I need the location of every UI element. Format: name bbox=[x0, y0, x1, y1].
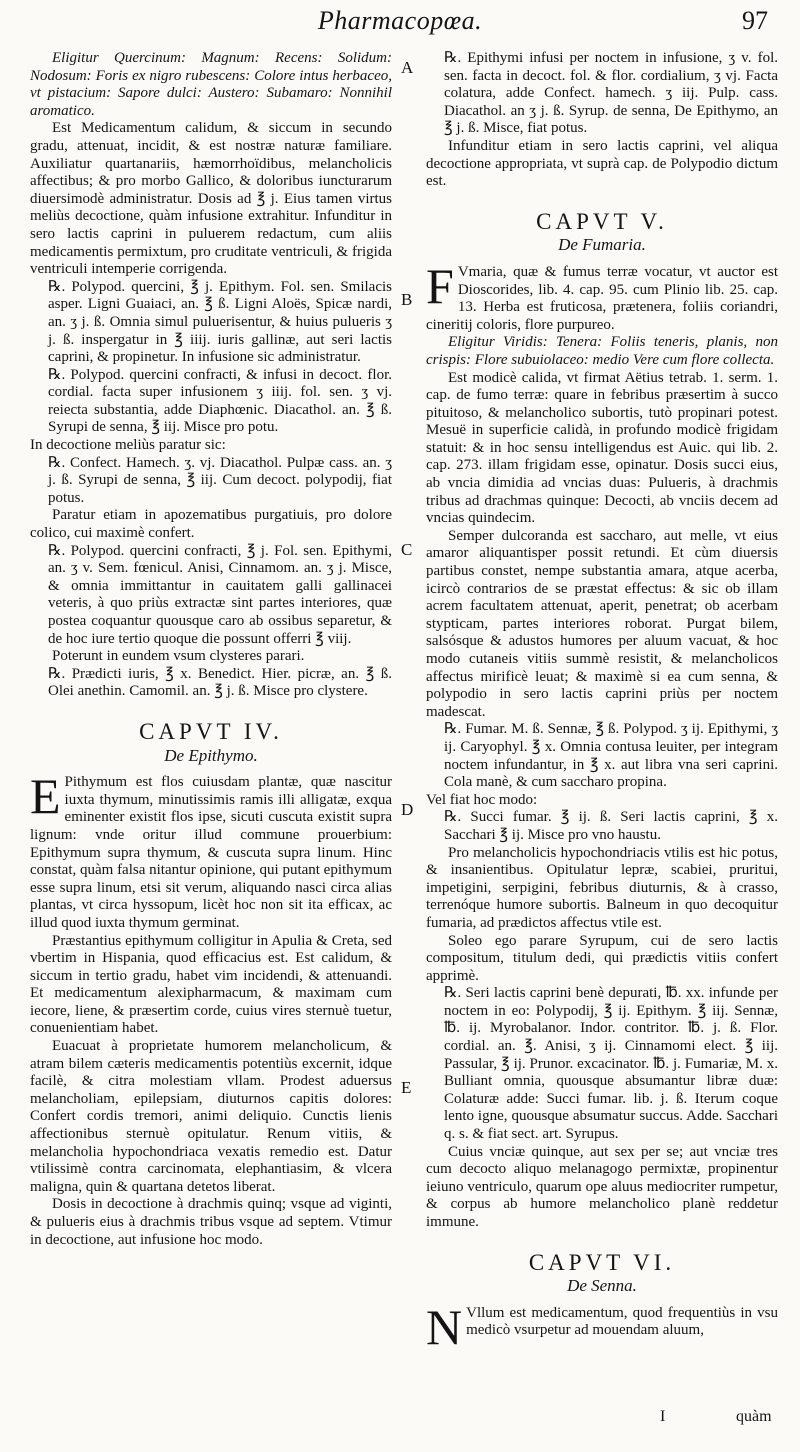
text-paragraph bbox=[426, 1298, 778, 1355]
text-paragraph: In decoctione meliùs paratur sic: bbox=[30, 437, 226, 454]
left-column bbox=[30, 50, 392, 1249]
text-paragraph: Vel fiat hoc modo: bbox=[426, 791, 538, 808]
text-paragraph: Cuius vnciæ quinque, aut sex per se; aut vnciæ tres cum decocto aliquo melanagogo permixtæ, propinentur ieiuno ventriculo, quarum ope aluus mediocriter rumpetur, & corpus ab humore melancholico planè reddetur immune. bbox=[426, 1143, 778, 1230]
paragraph-text: Pithymum est flos cuiusdam plantæ, quæ nascitur iuxta thymum, minutissimis ramis illi alligatæ, exqua eminenter existit flos ipse, sicuti cuscuta existit supra lignum: vnde oritur illud commune prouerbium: Epithymum supra thymum, & cuscuta supra linum. Hinc constat, quàm falsa nitantur opinione, qui putant epithymum esse supra linum, etsi sit verum, aliquando nasci circa alias plantas, vt circa hyssopum, licèt hoc non sit ita efficax, ac illud quod iuxta thymum germinat. bbox=[30, 774, 393, 931]
text-paragraph: Semper dulcoranda est saccharo, aut melle, vt eius amaror aliquantisper possit retundi. Et cùm diuersis partibus constet, nempe substantia amara, atque acerba, icircò contrarios de se præstat effectus: & sic ob illam acrem facultatem attenuat, aperit, penetrat; ob acerbam stypticam, partes interiores roborat. Purgat bilem, salsósque & adustos humores per aluum vacuat, & hoc modo cutaneis vitiis summè resistit, & melancholicos affectus mirificè leuat; & maximè si ea cum senna, & polypodio in sero lactis caprini priùs per noctem madescat. bbox=[426, 527, 778, 720]
text-paragraph: Eligitur Viridis: Tenera: Foliis teneris, planis, non crispis: Flore subuiolaceo: medio Vere cum flore collecta. bbox=[426, 334, 778, 368]
page-number: 97 bbox=[742, 6, 768, 35]
chapter-heading-4: CAPVT IV. bbox=[139, 718, 283, 744]
text-paragraph bbox=[426, 257, 778, 334]
margin-marker-e: E bbox=[401, 1078, 412, 1097]
recipe-paragraph: ℞. Polypod. quercini, ℥ j. Epithym. Fol. sen. Smilacis asper. Ligni Guaiaci, an. ℥ ß. Ligni Aloës, Spicæ nardi, an. ʒ j. ß. Omnia simul puluerisentur, & huius pulueris ʒ j. ß. inspergatur in ℥ iiij. iuris gallinæ, aut seri lactis caprini, & propinetur. In infusione sic administratur. bbox=[48, 278, 392, 366]
chapter-subtitle-5: De Fumaria. bbox=[558, 235, 646, 255]
text-paragraph: Est modicè calida, vt firmat Aëtius tetrab. 1. serm. 1. cap. de fumo terræ: quare in febribus præsertim à succo pituitoso, & melancholico subortis, tutò propinari potest. Mesuë in superficie calidà, in profundo modicè frigidam statuit: & in hoc sensu intelligendus est Auic. qui lib. 2. cap. 273. illam frigidam esse, opinatur. Dosis succi eius, ab vncia dimidia ad vncias duas: Pulueris, à drachmis tribus ad drachmas quinque: Decocti, ab vnciis decem ad vncias quindecim. bbox=[426, 369, 778, 527]
recipe-paragraph: ℞. Epithymi infusi per noctem in infusione, ʒ v. fol. sen. facta in decoct. fol. & flor. cordialium, ʒ vj. Facta colatura, adde Confect. hamech. ʒ iij. Pulp. cass. Diacathol. an ʒ j. ß. Syrup. de senna, De Epithymo, an ℥ j. ß. Misce, fiat potus. bbox=[444, 50, 778, 137]
text-paragraph: Pro melancholicis hypochondriacis vtilis est hic potus, & insanientibus. Opitulatur lepræ, scabiei, pruritui, impetigini, serpigini, febribus diuturnis, & à crasso, terrenóque humore subortis. Balneum in quo decoquitur fumaria, ad prædictos affectus vtile est. bbox=[426, 844, 778, 931]
chapter-subtitle-4: De Epithymo. bbox=[164, 745, 258, 765]
margin-marker-a: A bbox=[401, 58, 414, 77]
right-column bbox=[426, 50, 778, 1355]
text-paragraph: Eligitur Quercinum: Magnum: Recens: Solidum: Nodosum: Foris ex nigro rubescens: Colore intus herbaceo, vt pistacium: Sapore dulci: Austero: Subamaro: Nonnihil aromatico. bbox=[30, 50, 392, 119]
recipe-paragraph: ℞. Succi fumar. ℥ ij. ß. Seri lactis caprini, ℥ x. Sacchari ℥ ij. Misce pro vno haustu. bbox=[444, 809, 778, 843]
text-paragraph: Poterunt in eundem vsum clysteres parari. bbox=[52, 648, 305, 665]
margin-marker-d: D bbox=[401, 800, 414, 819]
recipe-paragraph: ℞. Prædicti iuris, ℥ x. Benedict. Hier. picræ, an. ℥ ß. Olei anethin. Camomil. an. ℥ j. ß. Misce pro clystere. bbox=[48, 665, 392, 700]
recipe-paragraph: ℞. Seri lactis caprini benè depurati, ℔. xx. infunde per noctem in eo: Polypodij, ℥ ij. Epithym. ℥ iij. Sennæ, ℔. ij. Myrobalanor. Indor. contritor. ℔. j. ß. Flor. cordial. an. ℥. Anisi, ʒ ij. Cinnamomi elect. ℥ iij. Passular, ℥ ij. Prunor. excacinator. ℔. j. Fumariæ, M. x. Bulliant omnia, quousque absumantur libræ duæ: Colaturæ adde: Succi fumar. lib. j. ß. Iterum coque lento igne, quousque absumatur succus. Adde. Sacchari q. s. & fiat sect. art. Syrupus. bbox=[444, 985, 778, 1143]
recipe-paragraph: ℞. Polypod. quercini confracti, ℥ j. Fol. sen. Epithymi, an. ʒ v. Sem. fœnicul. Anisi, Cinnamom. an. ʒ j. Misce, & omnia immittantur in cauitatem galli gallinacei veteris, à quo priùs extractæ sint partes interiores, quæ postea coquantur quousque caro ab ossibus separetur, & de hoc iure tertio quoque die possunt offerri ℥ viij. bbox=[48, 542, 392, 647]
text-paragraph: Paratur etiam in apozematibus purgatiuis, pro dolore colico, cui maximè confert. bbox=[30, 507, 392, 542]
catchword: quàm bbox=[736, 1408, 772, 1425]
chapter-heading-5: CAPVT V. bbox=[536, 208, 668, 234]
text-paragraph: Euacuat à proprietate humorem melancholicum, & atram bilem cæteris medicamentis potentiùs excernit, idque facilè, & citra molestiam vllam. Prodest aduersus melancholiam, epilepsiam, diuturnos capitis dolores: Confert cordis tremori, animi deliquio. Cunctis lienis affectionibus sternuè opitulatur. Renum vitiis, & melancholia hypochondriaca vexatis remedio est. Datur vtilissimè contra carcinomata, elephantiasim, & vlcera maligna, quin & quartana detetos liberat. bbox=[30, 1038, 392, 1195]
chapter-heading-6: CAPVT VI. bbox=[528, 1249, 676, 1275]
recipe-paragraph: ℞. Confect. Hamech. ʒ. vj. Diacathol. Pulpæ cass. an. ʒ j. ß. Syrupi de senna, ℥ iij. Cum decoct. polypodij, fiat potus. bbox=[48, 454, 392, 506]
text-paragraph: Præstantius epithymum colligitur in Apulia & Creta, sed vbertim in Hispania, quod efficacius est. Est calidum, & siccum in tertio gradu, habet vim incidendi, & attenuandi. Et medicamentum alexipharmacum, & maximam cum iecore, liene, & præsertim corde, cuius vires sternuè tuetur, conuenientiam habet. bbox=[30, 932, 392, 1037]
drop-cap: F bbox=[426, 257, 454, 314]
page-header bbox=[0, 6, 800, 42]
drop-cap: N bbox=[426, 1298, 463, 1355]
margin-marker-b: B bbox=[401, 290, 413, 309]
text-paragraph: Dosis in decoctione à drachmis quinq; vsque ad viginti, & pulueris eius à drachmis tribus vsque ad septem. Vtimur in decoctione, aut infusione hoc modo. bbox=[30, 1196, 392, 1248]
running-title: Pharmacopœa. bbox=[317, 6, 483, 35]
paragraph-text: Vllum est medicamentum, quod frequentiùs in vsu medicò vsurpetur ad mouendam aluum, bbox=[466, 1304, 778, 1339]
text-paragraph: Infunditur etiam in sero lactis caprini, vel aliqua decoctione appropriata, vt suprà cap. de Polypodio dictum est. bbox=[426, 137, 778, 190]
signature-mark: I bbox=[660, 1408, 666, 1425]
margin-marker-c: C bbox=[401, 540, 413, 559]
recipe-paragraph: ℞. Polypod. quercini confracti, & infusi in decoct. flor. cordial. facta super infusionem ʒ iiij. fol. sen. ʒ vj. reiecta substantia, adde Diaphœnic. Diacathol. an. ℥ ß. Syrupi de senna, ℥ iij. Misce pro potu. bbox=[48, 366, 392, 436]
text-paragraph: Est Medicamentum calidum, & siccum in secundo gradu, attenuat, incidit, & est nostræ naturæ familiare. Auxiliatur quartanariis, hæmorrhoïdibus, melancholicis affectibus; & pro morbo Gallico, & doloribus iuncturarum diuersimodè administratur. Dosis ad ℥ j. Eius tamen virtus meliùs decoctione, quàm infusione extrahitur. Infunditur in sero lactis caprini in puluerem redactum, cum aliis medicamentis permixtum, pro cruditate ventriculi, & frigida ventriculi intemperie corrigenda. bbox=[30, 120, 392, 278]
chapter-subtitle-6: De Senna. bbox=[567, 1276, 637, 1296]
drop-cap: E bbox=[30, 768, 61, 825]
text-paragraph bbox=[30, 768, 393, 932]
paragraph-text: Vmaria, quæ & fumus terræ vocatur, vt auctor est Dioscorides, lib. 4. cap. 95. cum Plinio lib. 25. cap. 13. Herba est fruticosa, prætenera, foliis coriandri, cineritij coloris, flore purpureo. bbox=[426, 263, 778, 333]
recipe-paragraph: ℞. Fumar. M. ß. Sennæ, ℥ ß. Polypod. ʒ ij. Epithymi, ʒ ij. Caryophyl. ℥ x. Omnia contusa leuiter, per integram noctem infundantur, in ℥ x. aut libra vna seri caprini. Cola manè, & cum saccharo propina. bbox=[444, 721, 778, 791]
text-paragraph: Soleo ego parare Syrupum, cui de sero lactis compositum, titulum dedi, qui prædictis vitiis confert apprimè. bbox=[426, 932, 778, 984]
